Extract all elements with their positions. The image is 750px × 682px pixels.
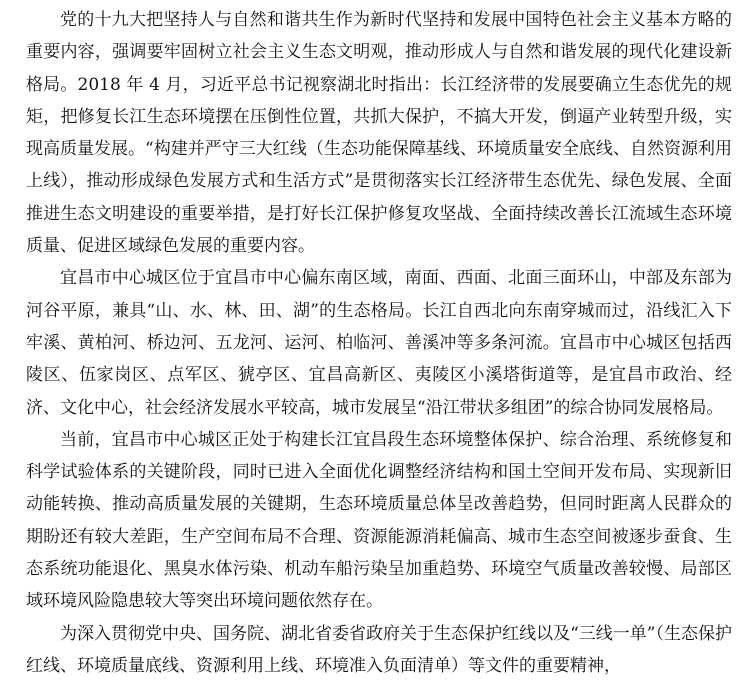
paragraph-current-problems: 当前，宜昌市中心城区正处于构建长江宜昌段生态环境整体保护、综合治理、系统修复和科学试验体系的关键阶段，同时已进入全面优化调整经济结构和国土空间开发布局、实现新旧动能转换、推动高质量发展的关键期，生态环境质量总体呈改善趋势，但同时距离人民群众的期盼还有较大差距，生产空间布局不合理、资源能源消耗偏高、城市生态空间被逐步蚕食、生态系统功能退化、黑臭水体污染、机动车船污染呈加重趋势、环境空气质量改善较慢、局部区域环境风险隐患较大等突出环境问题依然存在。	[26, 429, 732, 612]
paragraph-yichang-overview: 宜昌市中心城区位于宜昌市中心偏东南区域，南面、西面、北面三面环山，中部及东部为河谷平原，兼具“山、水、林、田、湖”的生态格局。长江自西北向东南穿城而过，沿线汇入下牢溪、黄柏河、桥边河、五龙河、运河、柏临河、善溪冲等多条河流。宜昌市中心城区包括西陵区、伍家岗区、点军区、猇亭区、宜昌高新区、夷陵区小溪塔街道等，是宜昌市政治、经济、文化中心，社会经济发展水平较高，城市发展呈“沿江带状多组团”的综合协同发展格局。	[26, 268, 732, 418]
paragraph-implementation-purpose: 为深入贯彻党中央、国务院、湖北省委省政府关于生态保护红线以及“三线一单”（生态保护红线、环境质量底线、资源利用上线、环境准入负面清单）等文件的重要精神，	[26, 623, 732, 676]
paragraph-policy-background: 党的十九大把坚持人与自然和谐共生作为新时代坚持和发展中国特色社会主义基本方略的重要内容，强调要牢固树立社会主义生态文明观，推动形成人与自然和谐发展的现代化建设新格局。2018 年 4 月，习近平总书记视察湖北时指出：长江经济带的发展要确立生态优先的规矩，把修复长江生态环境摆在压倒性位置，共抓大保护，不搞大开发，倒逼产业转型升级，实现高质量发展。“构建并严守三大红线（生态功能保障基线、环境质量安全底线、自然资源利用上线），推动形成绿色发展方式和生活方式”是贯彻落实长江经济带生态优先、绿色发展、全面推进生态文明建设的重要举措，是打好长江保护修复攻坚战、全面持续改善长江流域生态环境质量、促进区域绿色发展的重要内容。	[26, 10, 732, 257]
